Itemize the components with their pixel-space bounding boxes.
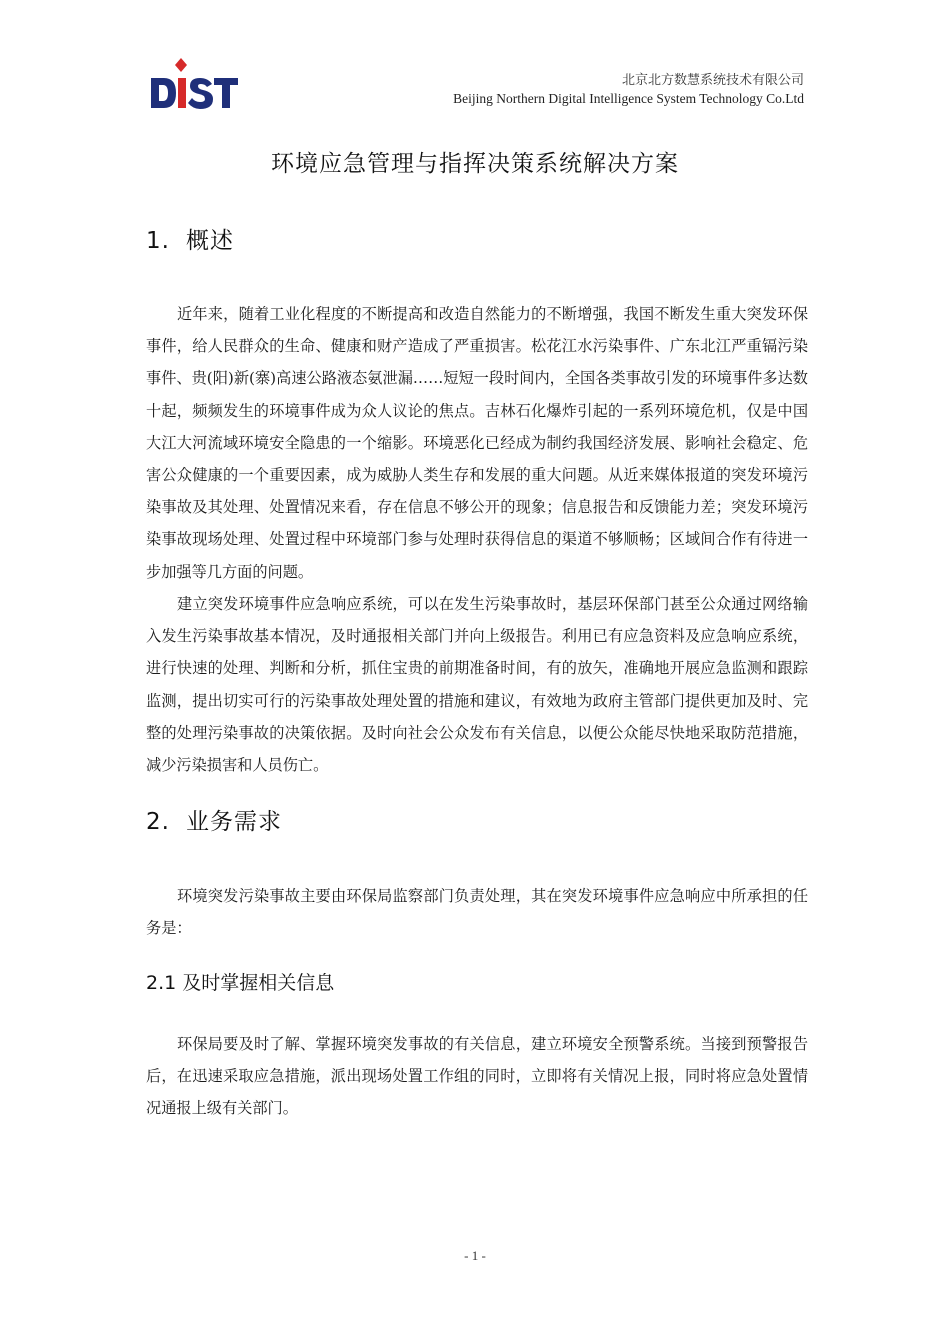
subsection-heading: 2.1 及时掌握相关信息 <box>146 972 335 994</box>
section-title: 概述 <box>185 228 234 254</box>
company-name-cn: 北京北方数慧系统技术有限公司 <box>621 72 804 87</box>
dist-logo-mark <box>148 56 262 114</box>
company-header <box>453 70 804 108</box>
section-title: 业务需求 <box>185 809 282 835</box>
paragraph: 近年来，随着工业化程度的不断提高和改造自然能力的不断增强，我国不断发生重大突发环保事件，给人民群众的生命、健康和财产造成了严重损害。松花江水污染事件、广东北江严重镉污染事件、贵(阳)新(寨)高速公路液态氨泄漏……短短一段时间内，全国各类事故引发的环境事件多达数十起，频频发生的环境事件成为众人议论的焦点。吉林石化爆炸引起的一系列环境危机，仅是中国大江大河流域环境安全隐患的一个缩影。环境恶化已经成为制约我国经济发展、影响社会稳定、危害公众健康的一个重要因素，成为威胁人类生存和发展的重大问题。从近来媒体报道的突发环境污染事故及其处理、处置情况来看，存在信息不够公开的现象；信息报告和反馈能力差；突发环境污染事故现场处理、处置过程中环境部门参与处理时获得信息的渠道不够顺畅；区域间合作有待进一步加强等几方面的问题。 <box>146 305 808 581</box>
dist-logo <box>148 56 262 114</box>
section-number: 1. <box>146 228 170 254</box>
company-name-en: Beijing Northern Digital Intelligence System Technology Co.Ltd <box>453 91 804 106</box>
paragraph: 环境突发污染事故主要由环保局监察部门负责处理，其在突发环境事件应急响应中所承担的任务是： <box>146 887 808 938</box>
paragraph: 建立突发环境事件应急响应系统，可以在发生污染事故时，基层环保部门甚至公众通过网络输入发生污染事故基本情况，及时通报相关部门并向上级报告。利用已有应急资料及应急响应系统，进行快速的处理、判断和分析，抓住宝贵的前期准备时间，有的放矢，准确地开展应急监测和跟踪监测，提出切实可行的污染事故处理处置的措施和建议，有效地为政府主管部门提供更加及时、完整的处理污染事故的决策依据。及时向社会公众发布有关信息，以便公众能尽快地采取防范措施，减少污染损害和人员伤亡。 <box>146 595 808 775</box>
page-number: - 1 - <box>464 1248 486 1263</box>
section-heading-overview <box>146 222 234 255</box>
section-number: 2. <box>146 809 170 835</box>
paragraph: 环保局要及时了解、掌握环境突发事故的有关信息，建立环境安全预警系统。当接到预警报告后，在迅速采取应急措施，派出现场处置工作组的同时，立即将有关情况上报，同时将应急处置情况通报上级有关部门。 <box>146 1035 808 1118</box>
section-heading-requirements <box>146 803 282 836</box>
document-title: 环境应急管理与指挥决策系统解决方案 <box>271 151 679 177</box>
